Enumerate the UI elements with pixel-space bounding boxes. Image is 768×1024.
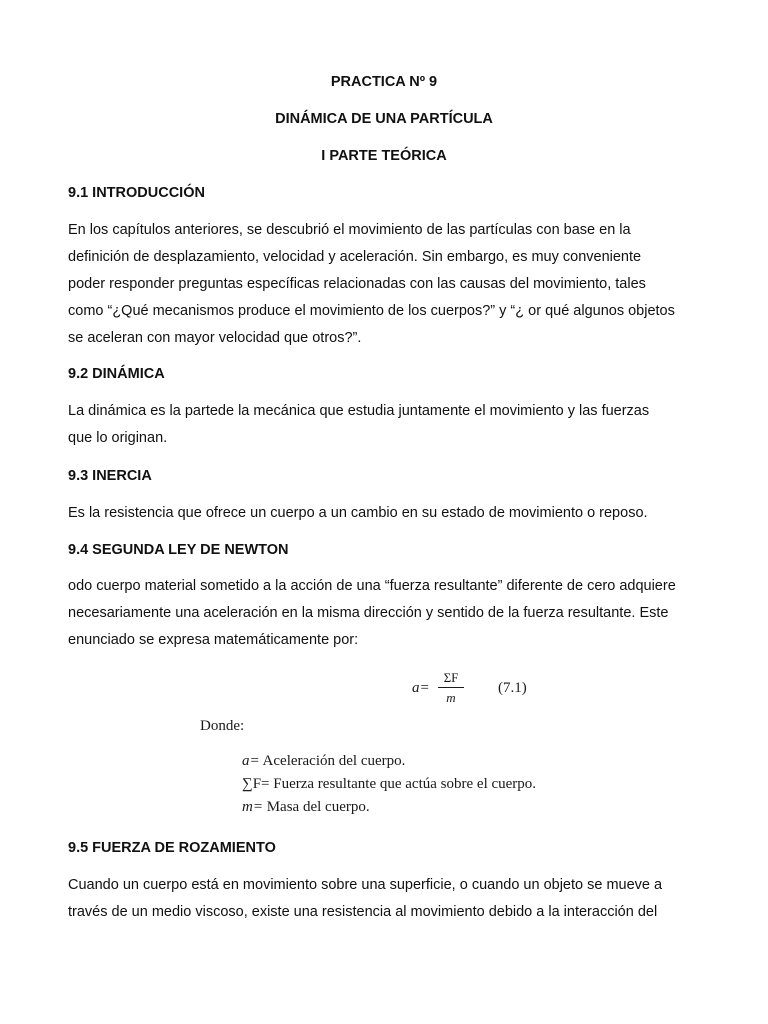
- paragraph-line: Es la resistencia que ofrece un cuerpo a un cambio en su estado de movimiento o reposo.: [68, 505, 648, 521]
- section-paragraph-segunda-ley: [68, 573, 708, 654]
- definitions-list: [242, 750, 536, 819]
- practice-title: PRACTICA Nº 9: [330, 74, 438, 90]
- paragraph-line: se aceleran con mayor velocidad que otros?”.: [68, 330, 362, 346]
- section-paragraph-inercia: [68, 500, 708, 527]
- definition-symbol: a=: [242, 753, 260, 769]
- definition-text: Aceleración del cuerpo.: [259, 753, 406, 769]
- formula-numerator: ΣF: [443, 670, 459, 685]
- paragraph-line: definición de desplazamiento, velocidad y aceleración. Sin embargo, es muy conveniente: [68, 249, 642, 265]
- paragraph-line: como “¿Qué mecanismos produce el movimiento de los cuerpos?” y “¿ or qué algunos objetos: [68, 303, 675, 319]
- paragraph-line: La dinámica es la partede la mecánica que estudia juntamente el movimiento y las fuerzas: [68, 403, 650, 419]
- formula-lhs: a=: [412, 680, 430, 696]
- paragraph-line: necesariamente una aceleración en la misma dirección y sentido de la fuerza resultante. Este: [68, 605, 669, 621]
- section-paragraph-dinamica: [68, 398, 708, 452]
- section-paragraph-rozamiento: [68, 872, 708, 926]
- paragraph-line: odo cuerpo material sometido a la acción de una “fuerza resultante” diferente de cero adquiere: [68, 578, 676, 594]
- section-paragraph-introduccion: [68, 217, 708, 352]
- fraction-bar: [438, 687, 464, 688]
- section-heading-dinamica: 9.2 DINÁMICA: [68, 366, 165, 382]
- formula-fraction: [436, 670, 466, 706]
- definition-text: Masa del cuerpo.: [262, 799, 370, 815]
- paragraph-line: poder responder preguntas específicas relacionadas con las causas del movimiento, tales: [68, 276, 646, 292]
- where-label: Donde:: [200, 718, 245, 734]
- section-heading-inercia: 9.3 INERCIA: [68, 468, 152, 484]
- section-heading-rozamiento: 9.5 FUERZA DE ROZAMIENTO: [68, 840, 276, 856]
- paragraph-line: través de un medio viscoso, existe una resistencia al movimiento debido a la interacción del: [68, 904, 658, 920]
- topic-title: DINÁMICA DE UNA PARTÍCULA: [275, 111, 493, 127]
- definition-acceleration: [242, 750, 536, 773]
- part-title: I PARTE TEÓRICA: [321, 148, 447, 164]
- section-heading-segunda-ley: 9.4 SEGUNDA LEY DE NEWTON: [68, 542, 289, 558]
- definition-symbol: m=: [242, 799, 263, 815]
- section-heading-introduccion: 9.1 INTRODUCCIÓN: [68, 185, 205, 201]
- definition-net-force: [242, 773, 536, 796]
- definition-text: Fuerza resultante que actúa sobre el cuerpo.: [269, 776, 537, 792]
- definition-mass: [242, 796, 536, 819]
- paragraph-line: Cuando un cuerpo está en movimiento sobre una superficie, o cuando un objeto se mueve a: [68, 877, 663, 893]
- equation-number: (7.1): [498, 680, 527, 696]
- paragraph-line: enunciado se expresa matemáticamente por:: [68, 632, 359, 648]
- paragraph-line: En los capítulos anteriores, se descubrió el movimiento de las partículas con base en la: [68, 222, 631, 238]
- formula-denominator: m: [446, 690, 456, 705]
- paragraph-line: que lo originan.: [68, 430, 168, 446]
- definition-symbol: ∑F=: [242, 776, 270, 792]
